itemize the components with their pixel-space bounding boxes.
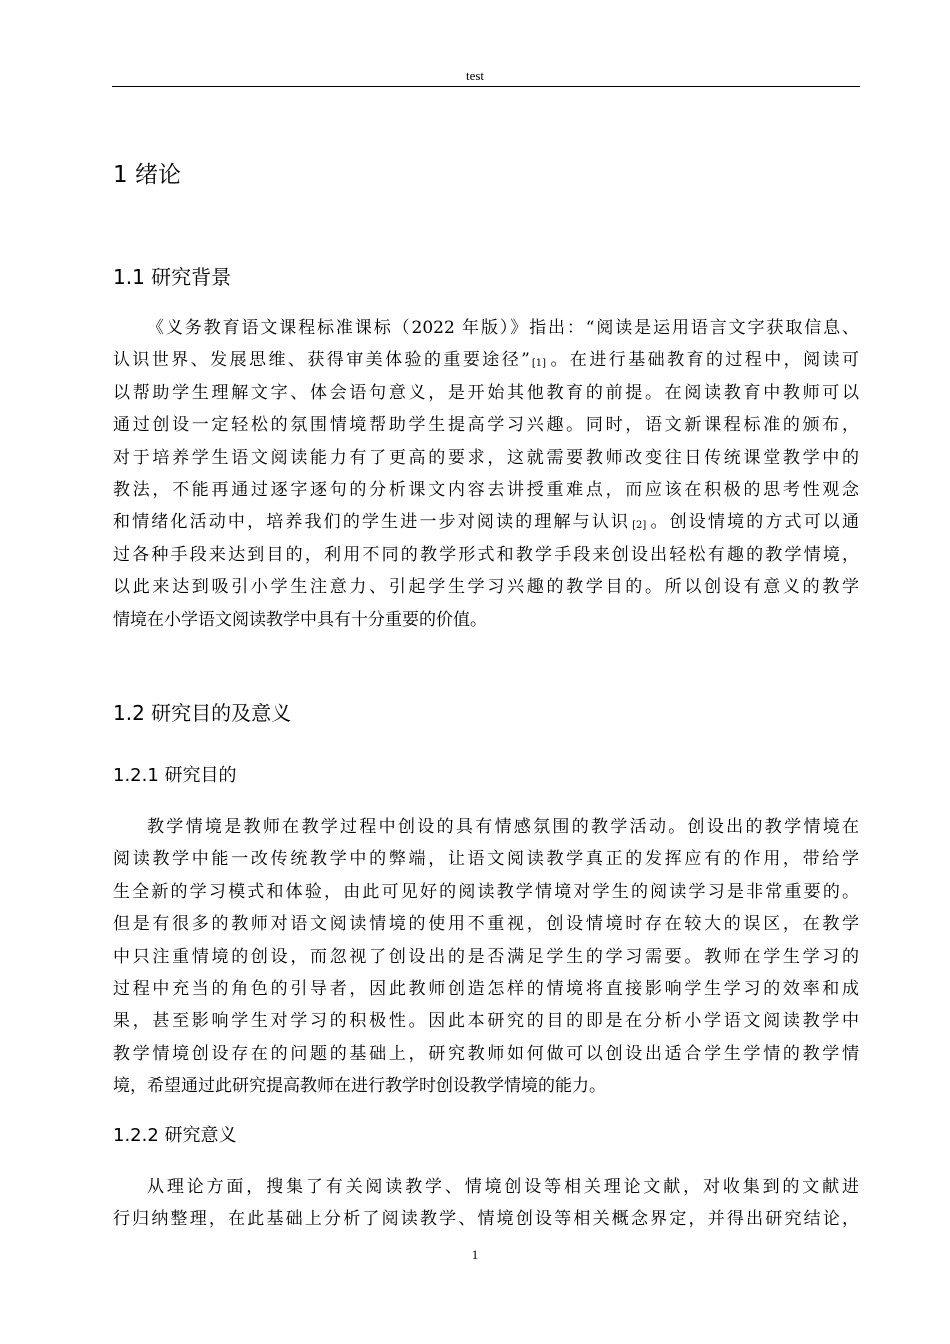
- paragraph-line: 认识世界、发展思维、获得审美体验的重要途径” [1] 。在进行基础教育的过程中，阅读可: [113, 350, 859, 371]
- paragraph-line: 中只注重情境的创设，而忽视了创设出的是否满足学生的学习需要。教师在学生学习的: [113, 946, 859, 967]
- paragraph-line: 生全新的学习模式和体验，由此可见好的阅读教学情境对学生的阅读学习是非常重要的。: [113, 881, 859, 902]
- paragraph-line: 境，希望通过此研究提高教师在进行教学时创设教学情境的能力。: [113, 1076, 606, 1097]
- paragraph-line: 但是有很多的教师对语文阅读情境的使用不重视，创设情境时存在较大的误区，在教学: [113, 914, 859, 935]
- paragraph-line: 过程中充当的角色的引导者，因此教师创造怎样的情境将直接影响学生学习的效率和成: [113, 978, 859, 999]
- paragraph-line: 教法，不能再通过逐字逐句的分析课文内容去讲授重难点，而应该在积极的思考性观念: [113, 479, 859, 500]
- chapter-title: 1 绪论: [113, 162, 181, 188]
- citation-ref-1[interactable]: [1]: [531, 358, 547, 370]
- header-divider: [112, 86, 860, 87]
- paragraph-line: 教学情境创设存在的问题的基础上，研究教师如何做可以创设出适合学生学情的教学情: [113, 1043, 859, 1064]
- paragraph-line: 对于培养学生语文阅读能力有了更高的要求，这就需要教师改变往日传统课堂教学中的: [113, 447, 859, 468]
- paragraph-line: 教学情境是教师在教学过程中创设的具有情感氛围的教学活动。创设出的教学情境在: [147, 817, 859, 837]
- paragraph-background: [113, 312, 859, 636]
- subsection-heading-purpose: 1.2.1 研究目的: [113, 765, 237, 786]
- running-header: test: [465, 68, 485, 83]
- section-heading-purpose-significance: 1.2 研究目的及意义: [113, 701, 292, 725]
- page-number: 1: [471, 1247, 479, 1262]
- paragraph-line: 情境在小学语文阅读教学中具有十分重要的价值。: [113, 609, 487, 630]
- paragraph-purpose: [113, 811, 859, 1103]
- paragraph-line: 通过创设一定轻松的氛围情境帮助学生提高学习兴趣。同时，语文新课程标准的颁布，: [113, 415, 859, 436]
- paragraph-line: 果，甚至影响学生对学习的积极性。因此本研究的目的即是在分析小学语文阅读教学中: [113, 1011, 859, 1032]
- citation-ref-2[interactable]: [2]: [632, 520, 647, 532]
- paragraph-line: 行归纳整理，在此基础上分析了阅读教学、情境创设等相关概念界定，并得出研究结论，: [113, 1209, 859, 1230]
- paragraph-line: 以帮助学生理解文字、体会语句意义，是开始其他教育的前提。在阅读教育中教师可以: [113, 382, 859, 403]
- paragraph-line: 从理论方面，搜集了有关阅读教学、情境创设等相关理论文献，对收集到的文献进: [147, 1177, 859, 1197]
- subsection-heading-significance: 1.2.2 研究意义: [113, 1125, 237, 1146]
- paragraph-line: 阅读教学中能一改传统教学中的弊端，让语文阅读教学真正的发挥应有的作用，带给学: [113, 849, 859, 870]
- paragraph-line: 和情绪化活动中，培养我们的学生进一步对阅读的理解与认识 [2] 。创设情境的方式可以通: [113, 512, 859, 533]
- paragraph-line: 《义务教育语文课程标准课标（2022 年版）》指出：“阅读是运用语言文字获取信息、: [147, 318, 859, 338]
- paragraph-significance: [113, 1171, 859, 1236]
- paragraph-line: 过各种手段来达到目的，利用不同的教学形式和教学手段来创设出轻松有趣的教学情境，: [113, 544, 859, 565]
- paragraph-line: 以此来达到吸引小学生注意力、引起学生学习兴趣的教学目的。所以创设有意义的教学: [113, 577, 859, 598]
- section-heading-background: 1.1 研究背景: [113, 265, 232, 289]
